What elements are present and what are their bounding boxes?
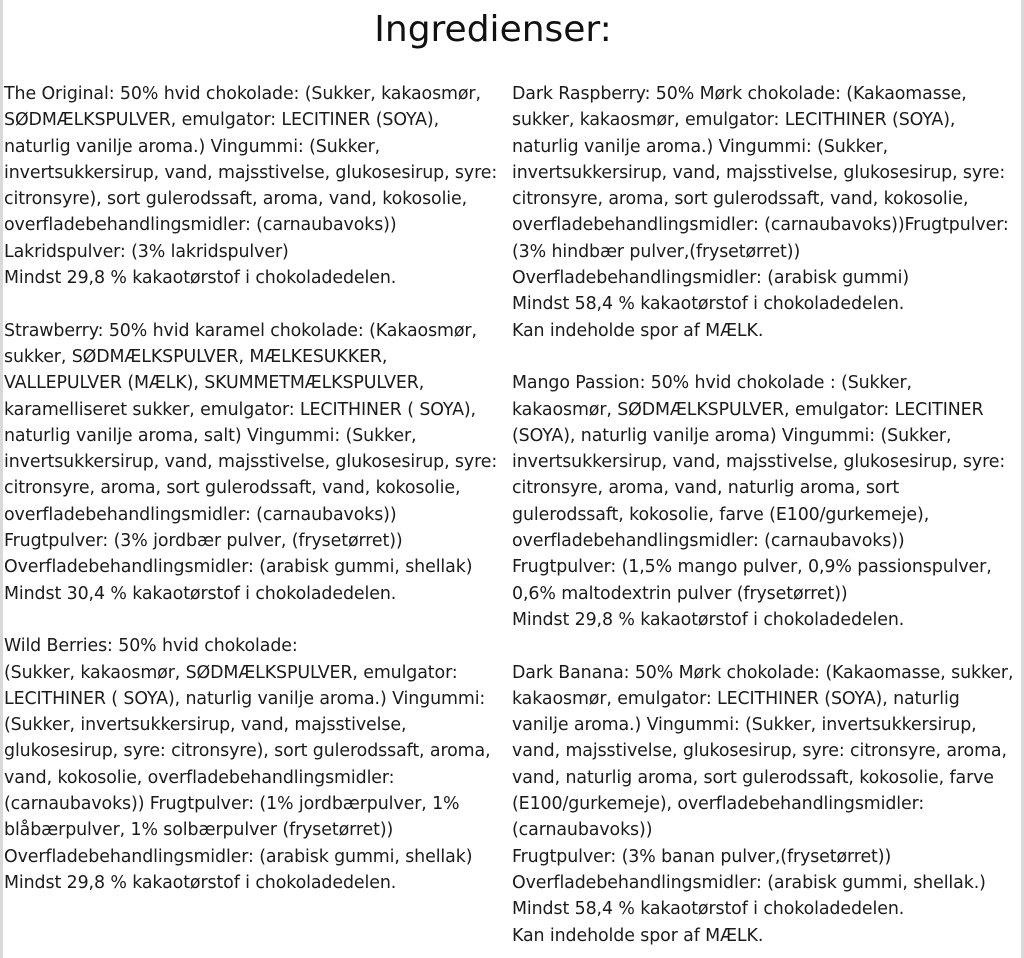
ingredient-line: Frugtpulver: (3% banan pulver,(frysetørret)) (512, 846, 892, 867)
ingredient-line: The Original: 50% hvid chokolade: (Sukker, kakaosmør, (4, 84, 481, 104)
ingredient-line: overfladebehandlingsmidler: (carnaubavoks))Frugtpulver: (512, 215, 1009, 236)
ingredient-block-dark-banana (512, 660, 1020, 949)
ingredient-block-mango-passion (512, 370, 1020, 633)
ingredient-block-the-original (4, 81, 504, 291)
ingredient-line: vand, majsstivelse, glukosesirup, syre: citronsyre, aroma, (512, 741, 1007, 762)
ingredient-line: kakaosmør, emulgator: LECITHINER (SOYA), naturlig (512, 688, 960, 709)
ingredient-line: overfladebehandlingsmidler: (carnaubavoks)) (4, 215, 397, 236)
ingredient-line: 0,6% maltodextrin pulver (frysetørret)) (512, 583, 848, 604)
ingredient-block-strawberry (4, 318, 504, 607)
ingredient-line: vand, naturlig aroma, sort gulerodssaft, kokosolie, farve (512, 767, 994, 788)
ingredient-line: (carnaubavoks)) Frugtpulver: (1% jordbærpulver, 1% (4, 794, 460, 815)
ingredient-line: Strawberry: 50% hvid karamel chokolade: (Kakaosmør, (4, 320, 477, 341)
ingredient-block-dark-raspberry (512, 81, 1020, 344)
ingredient-line: Mindst 58,4 % kakaotørstof i chokoladedelen. (512, 294, 905, 315)
ingredient-line: Mindst 29,8 % kakaotørstof i chokoladedelen. (512, 609, 905, 630)
ingredient-line: (Sukker, invertsukkersirup, vand, majsstivelse, (4, 715, 407, 736)
ingredient-line: Mango Passion: 50% hvid chokolade : (Sukker, (512, 373, 912, 394)
ingredient-line: overfladebehandlingsmidler: (carnaubavoks)) (512, 531, 905, 552)
ingredient-line: invertsukkersirup, vand, majsstivelse, glukosesirup, syre: (512, 452, 1006, 473)
ingredient-line: Lakridspulver: (3% lakridspulver) (4, 241, 289, 262)
ingredient-line: (E100/gurkemeje), overfladebehandlingsmidler: (512, 794, 925, 815)
ingredient-line: Overfladebehandlingsmidler: (arabisk gummi, shellak.) (512, 872, 986, 893)
ingredient-line: Frugtpulver: (3% jordbær pulver, (frysetørret)) (4, 531, 403, 552)
ingredient-line: SØDMÆLKSPULVER, emulgator: LECITINER (SOYA), (4, 110, 440, 131)
ingredient-line: Mindst 30,4 % kakaotørstof i chokoladedelen. (4, 583, 397, 604)
ingredient-line: invertsukkersirup, vand, majsstivelse, glukosesirup, syre: (4, 162, 498, 183)
ingredient-line: (carnaubavoks)) (512, 820, 653, 841)
ingredient-line: blåbærpulver, 1% solbærpulver (frysetørret)) (4, 820, 394, 841)
ingredient-line: gulerodssaft, kokosolie, farve (E100/gurkemeje), (512, 504, 930, 525)
ingredient-line: Mindst 29,8 % kakaotørstof i chokoladedelen. (4, 872, 397, 893)
ingredient-line: Dark Banana: 50% Mørk chokolade: (Kakaomasse, sukker, (512, 662, 1014, 683)
ingredient-line: citronsyre, aroma, vand, naturlig aroma, sort (512, 478, 900, 499)
ingredient-line: VALLEPULVER (MÆLK), SKUMMETMÆLKSPULVER, (4, 373, 425, 394)
page-left-border (0, 0, 3, 958)
ingredient-line: sukker, kakaosmør, emulgator: LECITHINER (SOYA), (512, 110, 956, 131)
page-title: Ingredienser: (374, 9, 612, 50)
ingredient-line: Wild Berries: 50% hvid chokolade: (4, 636, 298, 657)
ingredient-line: Mindst 58,4 % kakaotørstof i chokoladedelen. (512, 899, 905, 920)
ingredient-line: Overfladebehandlingsmidler: (arabisk gummi) (512, 268, 910, 289)
ingredient-line: (3% hindbær pulver,(frysetørret)) (512, 241, 801, 262)
ingredient-line: Overfladebehandlingsmidler: (arabisk gummi, shellak) (4, 557, 473, 578)
ingredient-line: Frugtpulver: (1,5% mango pulver, 0,9% passionspulver, (512, 557, 992, 578)
ingredient-line: citronsyre, aroma, sort gulerodssaft, vand, kokosolie, (4, 478, 461, 499)
ingredient-line: Kan indeholde spor af MÆLK. (512, 320, 764, 341)
ingredient-line: naturlig vanilje aroma.) Vingummi: (Sukker, (512, 136, 889, 157)
ingredient-line: karamelliseret sukker, emulgator: LECITHINER ( SOYA), (4, 399, 476, 420)
ingredient-line: overfladebehandlingsmidler: (carnaubavoks)) (4, 504, 397, 525)
ingredient-line: kakaosmør, SØDMÆLKSPULVER, emulgator: LECITINER (512, 399, 984, 420)
ingredient-line: vanilje aroma.) Vingummi: (Sukker, invertsukkersirup, (512, 715, 977, 736)
ingredient-line: naturlig vanilje aroma.) Vingummi: (Sukker, (4, 136, 381, 157)
ingredient-block-wild-berries (4, 633, 504, 896)
ingredient-line: sukker, SØDMÆLKSPULVER, MÆLKESUKKER, (4, 346, 388, 367)
ingredient-line: invertsukkersirup, vand, majsstivelse, glukosesirup, syre: (512, 162, 1006, 183)
ingredient-line: (Sukker, kakaosmør, SØDMÆLKSPULVER, emulgator: (4, 662, 458, 683)
ingredient-line: Overfladebehandlingsmidler: (arabisk gummi, shellak) (4, 846, 473, 867)
ingredient-line: (SOYA), naturlig vanilje aroma) Vingummi: (Sukker, (512, 425, 952, 446)
ingredient-line: Dark Raspberry: 50% Mørk chokolade: (Kakaomasse, (512, 84, 967, 104)
ingredient-line: Mindst 29,8 % kakaotørstof i chokoladedelen. (4, 268, 397, 289)
ingredient-line: naturlig vanilje aroma, salt) Vingummi: (Sukker, (4, 425, 417, 446)
right-ingredient-column (512, 81, 1020, 949)
ingredient-line: Kan indeholde spor af MÆLK. (512, 925, 764, 946)
ingredient-line: LECITHINER ( SOYA), naturlig vanilje aroma.) Vingummi: (4, 688, 486, 709)
ingredient-line: citronsyre, aroma, sort gulerodssaft, vand, kokosolie, (512, 189, 969, 210)
ingredient-line: vand, kokosolie, overfladebehandlingsmidler: (4, 767, 395, 788)
ingredient-line: invertsukkersirup, vand, majsstivelse, glukosesirup, syre: (4, 452, 498, 473)
ingredient-line: citronsyre), sort gulerodssaft, aroma, vand, kokosolie, (4, 189, 468, 210)
left-ingredient-column (4, 81, 504, 896)
ingredient-line: glukosesirup, syre: citronsyre), sort gulerodssaft, aroma, (4, 741, 491, 762)
